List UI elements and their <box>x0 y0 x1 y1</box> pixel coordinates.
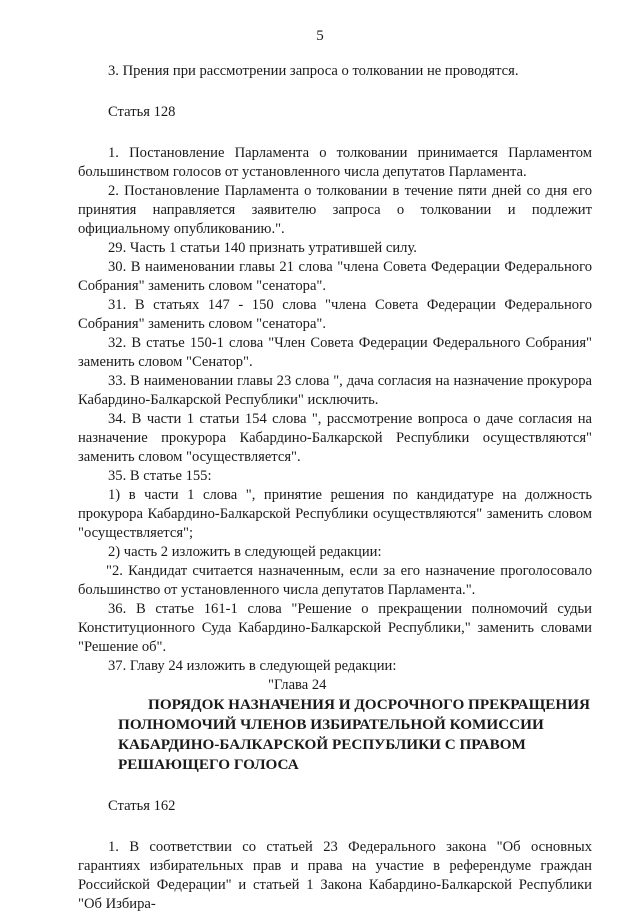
chapter-title-line: РЕШАЮЩЕГО ГОЛОСА <box>118 756 299 773</box>
paragraph-35-item-2-text: "2. Кандидат считается назначенным, если за его назначение проголосовало большинство от установленного числа депутатов Парламента.". <box>78 563 592 598</box>
chapter-title-line: КАБАРДИНО-БАЛКАРСКОЙ РЕСПУБЛИКИ С ПРАВОМ <box>118 736 526 753</box>
paragraph-35-item-2: 2) часть 2 изложить в следующей редакции: <box>108 544 382 560</box>
paragraph-30: 30. В наименовании главы 21 слова "члена Совета Федерации Федерального Собрания" заменить словом "сенатора". <box>78 259 592 294</box>
paragraph-35-item-1: 1) в части 1 слова ", принятие решения по кандидатуре на должность прокурора Кабардино-Балкарской Республики осуществляются" заменить словом "осуществляется"; <box>78 487 592 541</box>
paragraph-33: 33. В наименовании главы 23 слова ", дача согласия на назначение прокурора Кабардино-Балкарской Республики" исключить. <box>78 373 592 408</box>
document-body <box>78 62 592 914</box>
chapter-24-label: "Глава 24 <box>268 677 327 693</box>
article-162-heading: Статья 162 <box>108 798 176 814</box>
paragraph-34: 34. В части 1 статьи 154 слова ", рассмотрение вопроса о даче согласия на назначение прокурора Кабардино-Балкарской Республики осуществляются" заменить словом "осуществляется". <box>78 411 592 465</box>
paragraph-35: 35. В статье 155: <box>108 468 212 484</box>
article-162-part-1: 1. В соответствии со статьей 23 Федерального закона "Об основных гарантиях избирательных прав и права на участие в референдуме граждан Российской Федерации" и статьей 1 Закона Кабардино-Балкарской Республики "Об Избира- <box>78 839 592 912</box>
article-128-heading: Статья 128 <box>108 104 176 120</box>
chapter-24-title <box>78 695 592 775</box>
paragraph-36: 36. В статье 161-1 слова "Решение о прекращении полномочий судьи Конституционного Суда Кабардино-Балкарской Республики," заменить словами "Решение об". <box>78 601 592 655</box>
chapter-title-line: ПОРЯДОК НАЗНАЧЕНИЯ И ДОСРОЧНОГО ПРЕКРАЩЕНИЯ <box>148 696 590 713</box>
paragraph-3: 3. Прения при рассмотрении запроса о толковании не проводятся. <box>108 63 519 79</box>
chapter-title-line: ПОЛНОМОЧИЙ ЧЛЕНОВ ИЗБИРАТЕЛЬНОЙ КОМИССИИ <box>118 716 544 733</box>
page-number: 5 <box>316 28 324 44</box>
paragraph-32: 32. В статье 150-1 слова "Член Совета Федерации Федерального Собрания" заменить словом "Сенатор". <box>78 335 592 370</box>
paragraph-37: 37. Главу 24 изложить в следующей редакции: <box>108 658 397 674</box>
paragraph-29: 29. Часть 1 статьи 140 признать утратившей силу. <box>108 240 417 256</box>
article-128-part-1: 1. Постановление Парламента о толковании принимается Парламентом большинством голосов от установленного числа депутатов Парламента. <box>78 145 592 180</box>
article-128-part-2: 2. Постановление Парламента о толковании в течение пяти дней со дня его принятия направляется заявителю запроса о толковании и подлежит официальному опубликованию.". <box>78 183 592 237</box>
paragraph-31: 31. В статьях 147 - 150 слова "члена Совета Федерации Федерального Собрания" заменить словом "сенатора". <box>78 297 592 332</box>
